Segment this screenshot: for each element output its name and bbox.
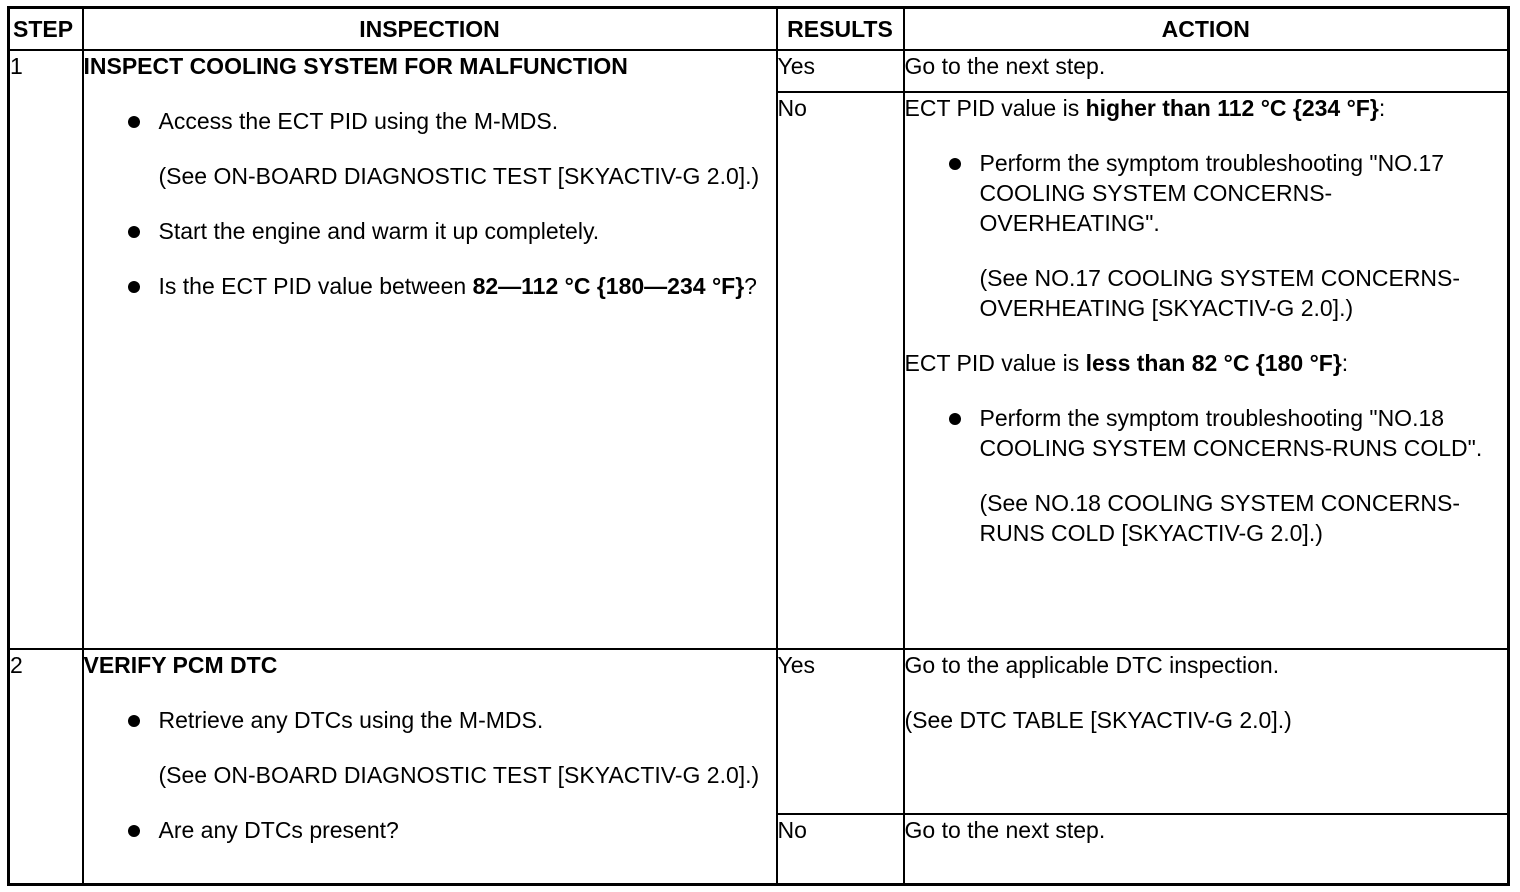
text-fragment: ? bbox=[744, 273, 757, 299]
bullet-icon bbox=[128, 116, 140, 128]
instruction-text: Start the engine and warm it up completely. bbox=[158, 218, 600, 244]
inspection-list bbox=[84, 705, 776, 845]
table-row-step-2-yes bbox=[9, 649, 1509, 814]
action-list bbox=[905, 148, 1508, 323]
action-no bbox=[904, 92, 1509, 649]
inspection-list bbox=[84, 106, 776, 301]
result-no: No bbox=[777, 814, 904, 884]
temperature-range: 82—112 °C {180—234 °F} bbox=[472, 273, 745, 299]
action-text: Go to the applicable DTC inspection. bbox=[904, 652, 1280, 678]
bullet-icon bbox=[128, 825, 140, 837]
list-item bbox=[84, 705, 776, 790]
result-yes: Yes bbox=[777, 50, 904, 92]
list-item bbox=[905, 403, 1508, 548]
text-fragment: Is the ECT PID value between bbox=[158, 273, 473, 299]
condition-text bbox=[905, 93, 1508, 123]
bullet-icon bbox=[128, 281, 140, 293]
header-step: STEP bbox=[9, 8, 83, 51]
text-fragment: ECT PID value is bbox=[904, 350, 1086, 376]
instruction-text bbox=[159, 271, 776, 301]
list-item bbox=[84, 106, 776, 191]
list-item bbox=[905, 148, 1508, 323]
instruction-text: Retrieve any DTCs using the M-MDS. bbox=[158, 707, 544, 733]
header-results: RESULTS bbox=[777, 8, 904, 51]
header-row bbox=[9, 8, 1509, 51]
list-item bbox=[84, 271, 776, 301]
instruction-text: Access the ECT PID using the M-MDS. bbox=[158, 108, 559, 134]
list-item bbox=[84, 216, 776, 246]
inspection-title: INSPECT COOLING SYSTEM FOR MALFUNCTION bbox=[83, 53, 628, 79]
condition-text bbox=[905, 348, 1508, 378]
bullet-icon bbox=[949, 413, 961, 425]
reference-note: (See ON-BOARD DIAGNOSTIC TEST [SKYACTIV-G 2.0].) bbox=[158, 762, 760, 788]
action-yes bbox=[904, 649, 1509, 814]
step-number: 1 bbox=[9, 50, 83, 649]
action-text: Perform the symptom troubleshooting "NO.18 COOLING SYSTEM CONCERNS-RUNS COLD". bbox=[979, 405, 1483, 461]
text-fragment: : bbox=[1378, 95, 1386, 121]
reference-note: (See NO.18 COOLING SYSTEM CONCERNS-RUNS COLD [SKYACTIV-G 2.0].) bbox=[979, 490, 1461, 546]
action-yes: Go to the next step. bbox=[904, 50, 1509, 92]
bullet-icon bbox=[949, 158, 961, 170]
bullet-icon bbox=[128, 715, 140, 727]
result-no: No bbox=[777, 92, 904, 649]
text-fragment: ECT PID value is bbox=[904, 95, 1086, 121]
result-yes: Yes bbox=[777, 649, 904, 814]
list-item bbox=[84, 815, 776, 845]
instruction-text: Are any DTCs present? bbox=[158, 817, 399, 843]
condition-threshold: less than 82 °C {180 °F} bbox=[1085, 350, 1342, 376]
condition-threshold: higher than 112 °C {234 °F} bbox=[1085, 95, 1379, 121]
table-row-step-1-yes bbox=[9, 50, 1509, 92]
reference-note: (See ON-BOARD DIAGNOSTIC TEST [SKYACTIV-G 2.0].) bbox=[158, 163, 760, 189]
header-action: ACTION bbox=[904, 8, 1509, 51]
bullet-icon bbox=[128, 226, 140, 238]
header-inspection: INSPECTION bbox=[83, 8, 777, 51]
action-no: Go to the next step. bbox=[904, 814, 1509, 884]
reference-note: (See NO.17 COOLING SYSTEM CONCERNS-OVERHEATING [SKYACTIV-G 2.0].) bbox=[979, 265, 1461, 321]
step-number: 2 bbox=[9, 649, 83, 884]
diagnostic-table bbox=[7, 6, 1510, 886]
reference-note: (See DTC TABLE [SKYACTIV-G 2.0].) bbox=[904, 707, 1292, 733]
action-list bbox=[905, 403, 1508, 548]
inspection-cell bbox=[83, 50, 777, 649]
inspection-title: VERIFY PCM DTC bbox=[83, 652, 278, 678]
action-text: Perform the symptom troubleshooting "NO.17 COOLING SYSTEM CONCERNS-OVERHEATING". bbox=[979, 150, 1445, 236]
inspection-cell bbox=[83, 649, 777, 884]
text-fragment: : bbox=[1341, 350, 1349, 376]
